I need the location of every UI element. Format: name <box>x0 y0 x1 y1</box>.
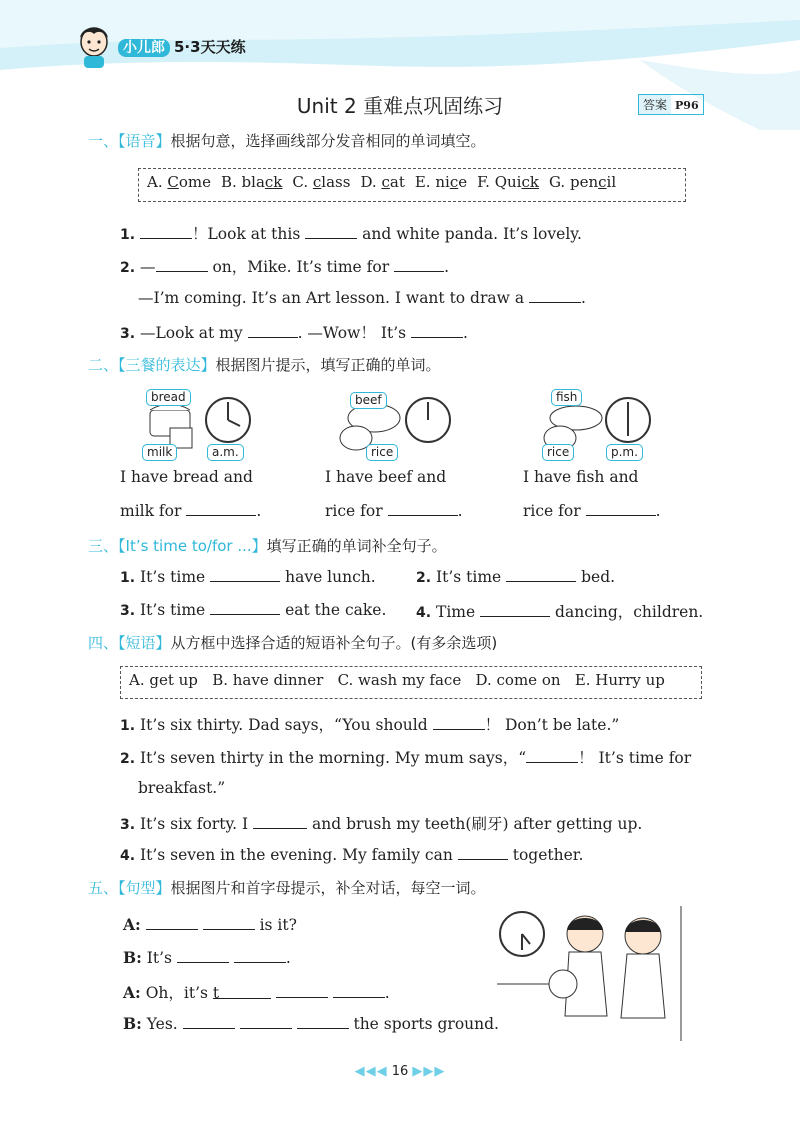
q-number: 3. <box>120 326 136 342</box>
phonics-options-box <box>138 168 686 202</box>
phonics-option: B. black <box>221 173 283 191</box>
s4-q4 <box>120 845 583 864</box>
s3-q4 <box>416 600 703 622</box>
underlined-letters: c <box>449 173 459 191</box>
q-number: 3. <box>120 817 136 833</box>
q-number: 1. <box>120 718 136 734</box>
label-milk: milk <box>142 444 177 461</box>
phonics-option: D. cat <box>360 173 405 191</box>
q-text: It’s six thirty. Dad says，“You should <box>140 716 428 734</box>
answer-blank[interactable] <box>234 948 286 963</box>
q-text: Time <box>436 603 476 621</box>
s1-q1 <box>120 222 582 244</box>
answer-blank[interactable] <box>529 288 581 303</box>
answer-blank[interactable] <box>210 567 280 582</box>
answer-blank[interactable] <box>183 1014 235 1029</box>
q-number: 3. <box>120 603 136 619</box>
speaker: A: <box>123 915 141 934</box>
q-text: . <box>463 324 468 342</box>
q-text: — <box>140 258 156 276</box>
s5-line1 <box>123 915 297 934</box>
answer-blank[interactable] <box>526 748 578 763</box>
s5-line2 <box>123 948 291 967</box>
section-instruction: 根据图片提示，填写正确的单词。 <box>215 356 441 374</box>
section-instruction: 根据图片和首字母提示，补全对话，每空一词。 <box>170 879 486 897</box>
answer-blank[interactable] <box>506 567 576 582</box>
q-text: . <box>457 502 463 520</box>
section-4-heading <box>88 632 497 653</box>
section-tag: 【三餐的表达】 <box>118 356 216 374</box>
section-instruction: 根据句意，选择画线部分发音相同的单词填空。 <box>170 132 486 150</box>
hint-letter: t <box>212 984 220 1002</box>
s5-line3 <box>123 981 390 1003</box>
speaker: B: <box>123 948 142 967</box>
answer-ref <box>638 94 704 115</box>
section-number: 五、 <box>88 879 119 897</box>
underlined-letters: C <box>167 173 179 191</box>
q-text: on，Mike. It’s time for <box>212 258 390 276</box>
answer-blank[interactable] <box>388 501 458 516</box>
q-text: eat the cake. <box>285 601 387 619</box>
underlined-letters: c <box>312 173 322 191</box>
phonics-option: A. Come <box>147 173 211 191</box>
s4-q2-cont: breakfast.” <box>138 779 226 797</box>
answer-blank[interactable] <box>333 983 385 998</box>
s4-q3 <box>120 812 642 834</box>
answer-blank[interactable] <box>203 915 255 930</box>
s1-q2 <box>120 255 449 277</box>
section-tag: 【语音】 <box>118 132 171 150</box>
underlined-letters: c <box>381 173 390 191</box>
q-number: 2. <box>416 570 432 586</box>
q-text: . <box>285 949 291 967</box>
s2-item3-line1: I have fish and <box>523 468 639 486</box>
answer-blank[interactable] <box>146 915 198 930</box>
answer-blank[interactable] <box>156 257 208 272</box>
underlined-letters: c <box>598 173 607 191</box>
q-text: Oh，it’s <box>145 984 208 1002</box>
answer-blank[interactable] <box>586 501 656 516</box>
mascot-icon <box>74 20 114 70</box>
answer-blank[interactable] <box>305 224 357 239</box>
q-text: milk for <box>120 502 182 520</box>
prev-arrows-icon: ◀◀◀ <box>354 1064 388 1079</box>
section-instruction: 填写正确的单词补全句子。 <box>266 537 447 555</box>
q-text: —Look at my <box>140 324 243 342</box>
label-beef: beef <box>350 392 387 409</box>
q-text: is it? <box>259 916 297 934</box>
answer-blank[interactable] <box>240 1014 292 1029</box>
section-number: 一、 <box>88 132 119 150</box>
answer-blank[interactable] <box>411 323 463 338</box>
section-number: 四、 <box>88 634 119 652</box>
answer-blank[interactable] <box>210 600 280 615</box>
answer-blank[interactable] <box>458 845 508 860</box>
section-2-heading <box>88 354 441 375</box>
q-text: ！ Don’t be late.” <box>484 716 620 734</box>
q-text: and brush my teeth(刷牙) after getting up. <box>312 815 643 833</box>
answer-blank[interactable] <box>248 323 298 338</box>
underlined-letters: ck <box>264 173 283 191</box>
brand-secondary: 5·3天天练 <box>174 38 246 56</box>
q-text: have lunch. <box>285 568 376 586</box>
q-text: dancing，children. <box>555 603 704 621</box>
section-tag: 【It’s time to/for ...】 <box>118 537 267 555</box>
q-text: It’s six forty. I <box>140 815 249 833</box>
q-number: 2. <box>120 260 136 276</box>
next-arrows-icon: ▶▶▶ <box>412 1064 446 1079</box>
answer-page: P96 <box>675 99 699 112</box>
speaker: A: <box>123 983 141 1002</box>
q-text: It’s seven thirty in the morning. My mum says，“ <box>140 749 527 767</box>
answer-blank[interactable] <box>276 983 328 998</box>
q-number: 4. <box>416 605 432 621</box>
q-text: ！Look at this <box>192 225 301 243</box>
q-text: ！ It’s time for <box>578 749 692 767</box>
q-text: rice for <box>325 502 383 520</box>
phrase-options-box: A. get up B. have dinner C. wash my face D. come on E. Hurry up <box>120 666 702 699</box>
answer-blank[interactable] <box>394 257 444 272</box>
label-rice-2: rice <box>542 444 574 461</box>
page-title: Unit 2 重难点巩固练习 <box>296 94 504 118</box>
s1-q3 <box>120 321 468 343</box>
label-rice: rice <box>366 444 398 461</box>
q-number: 2. <box>120 751 136 767</box>
s1-q2-reply <box>138 288 586 307</box>
page-number-bar <box>0 1064 800 1079</box>
q-text: . —Wow！ It’s <box>297 324 407 342</box>
children-clock-picture <box>495 906 685 1041</box>
answer-blank[interactable] <box>480 602 550 617</box>
q-text: It’s seven in the evening. My family can <box>140 846 453 864</box>
q-text: . <box>655 502 661 520</box>
section-tag: 【句型】 <box>118 879 171 897</box>
section-5-heading <box>88 877 486 898</box>
section-3-heading <box>88 535 447 556</box>
q-text: Yes. <box>146 1015 178 1033</box>
speaker: B: <box>123 1014 142 1033</box>
answer-blank[interactable] <box>140 224 192 239</box>
q-text: . <box>256 502 262 520</box>
s5-line4 <box>123 1014 499 1033</box>
s3-q1 <box>120 567 376 586</box>
phonics-option: C. class <box>292 173 351 191</box>
s2-item3-line2 <box>523 501 661 520</box>
s4-q2 <box>120 746 691 768</box>
label-fish: fish <box>551 389 582 406</box>
phonics-option: G. pencil <box>548 173 617 191</box>
q-number: 1. <box>120 570 136 586</box>
q-text: It’s <box>146 949 172 967</box>
q-text: . <box>384 984 390 1002</box>
section-number: 三、 <box>88 537 119 555</box>
answer-blank[interactable] <box>433 715 485 730</box>
q-number: 4. <box>120 848 136 864</box>
q-text: It’s time <box>436 568 502 586</box>
answer-blank[interactable] <box>186 501 256 516</box>
answer-blank[interactable] <box>212 984 271 1002</box>
brand <box>118 36 246 57</box>
s3-q3 <box>120 600 386 619</box>
answer-label: 答案 <box>639 95 671 114</box>
label-bread: bread <box>146 389 191 406</box>
phonics-options <box>147 173 626 191</box>
page-number: 16 <box>391 1064 409 1079</box>
q-number: 1. <box>120 227 136 243</box>
section-tag: 【短语】 <box>118 634 171 652</box>
q-text: It’s time <box>140 568 206 586</box>
s2-item1-line2 <box>120 501 261 520</box>
underlined-letters: ck <box>521 173 539 191</box>
label-am: a.m. <box>207 444 244 461</box>
s4-q1 <box>120 713 619 735</box>
answer-blank[interactable] <box>297 1014 349 1029</box>
q-text: . <box>581 289 586 307</box>
section-number: 二、 <box>88 356 119 374</box>
q-text: —I’m coming. It’s an Art lesson. I want to draw a <box>138 289 525 307</box>
answer-blank[interactable] <box>253 814 307 829</box>
section-1-heading <box>88 130 486 151</box>
s3-q2 <box>416 567 615 586</box>
q-text: . <box>444 258 449 276</box>
s2-item2-line1: I have beef and <box>325 468 447 486</box>
phonics-option: E. nice <box>414 173 468 191</box>
brand-primary: 小儿郎 <box>118 39 170 57</box>
s2-item2-line2 <box>325 501 463 520</box>
q-text: the sports ground. <box>353 1015 499 1033</box>
section-instruction: 从方框中选择合适的短语补全句子。(有多余选项) <box>170 634 498 652</box>
q-text: It’s time <box>140 601 206 619</box>
answer-blank[interactable] <box>177 948 229 963</box>
phonics-option: F. Quick <box>477 173 539 191</box>
label-pm: p.m. <box>606 444 643 461</box>
s2-item1-line1: I have bread and <box>120 468 253 486</box>
q-text: bed. <box>581 568 616 586</box>
q-text: together. <box>512 846 584 864</box>
q-text: rice for <box>523 502 581 520</box>
q-text: and white panda. It’s lovely. <box>362 225 582 243</box>
